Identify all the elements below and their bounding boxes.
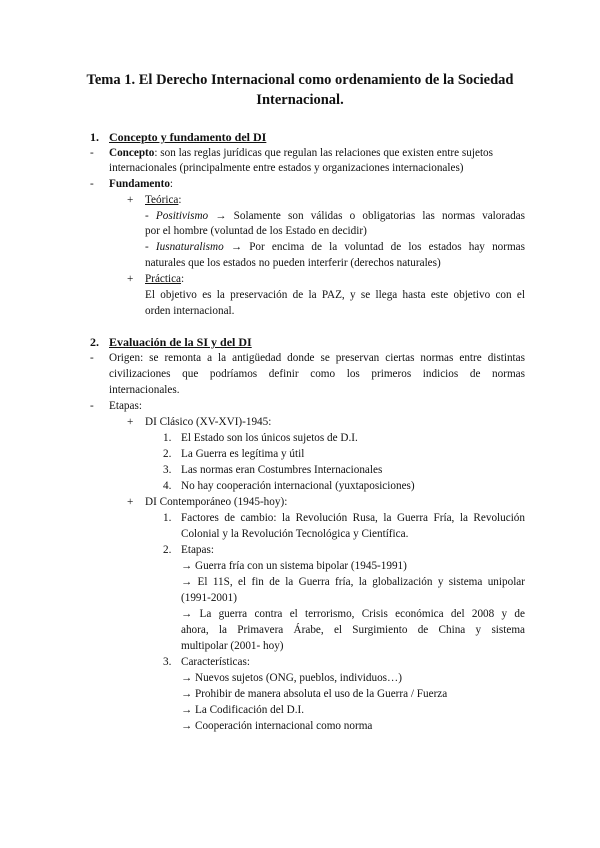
iusnaturalismo-text: → Por encima de la voluntad de los estados hay normas xyxy=(223,241,525,253)
origen-bullet: - xyxy=(90,352,94,364)
teorica-heading xyxy=(145,193,182,208)
factores-number: 1. xyxy=(163,512,172,524)
practica-colon: : xyxy=(181,273,185,285)
iusnaturalismo-line-1 xyxy=(145,240,525,255)
iusnaturalismo-term: Iusnaturalismo xyxy=(155,241,224,253)
positivismo-text: → Solamente son válidas o obligatorias las normas valoradas xyxy=(208,210,525,222)
etapas2-label: Etapas: xyxy=(181,544,214,556)
clasico-label: DI Clásico (XV-XVI)-1945: xyxy=(145,416,272,428)
origen-line-3: internacionales. xyxy=(109,384,180,396)
practica-label: Práctica xyxy=(145,273,182,285)
practica-heading xyxy=(145,272,184,287)
title-line-1: Tema 1. El Derecho Internacional como ordenamiento de la Sociedad xyxy=(86,72,514,88)
section-2-heading-text: Evaluación de la SI y del DI xyxy=(109,335,252,349)
practica-plus: + xyxy=(127,273,134,285)
section-1-number: 1. xyxy=(90,130,99,144)
concepto-text: : son las reglas jurídicas que regulan las relaciones que existen entre sujetos xyxy=(154,147,493,159)
clasico-item-3-number: 3. xyxy=(163,464,172,476)
practica-line-2: orden internacional. xyxy=(145,305,235,317)
clasico-item-4-text: No hay cooperación internacional (yuxtaposiciones) xyxy=(181,480,415,492)
etapas2-item-a: → Guerra fría con un sistema bipolar (1945-1991) xyxy=(181,560,407,572)
clasico-plus: + xyxy=(127,416,134,428)
positivismo-term: Positivismo xyxy=(155,210,209,222)
fundamento-heading xyxy=(109,177,173,192)
clasico-item-2-number: 2. xyxy=(163,448,172,460)
contemporaneo-label: DI Contemporáneo (1945-hoy): xyxy=(145,496,288,508)
clasico-item-4-number: 4. xyxy=(163,480,172,492)
origen-line-1: Origen: se remonta a la antigüedad donde se preservan ciertas normas entre distintas xyxy=(109,352,525,364)
caracteristicas-item-3: → La Codificación del D.I. xyxy=(181,704,305,716)
etapas-label: Etapas: xyxy=(109,400,142,412)
section-1-heading xyxy=(109,130,266,145)
origen-line-2: civilizaciones que podríamos definir como los primeros indicios de normas xyxy=(109,368,525,380)
title-line-2: Internacional. xyxy=(256,92,344,108)
etapas2-item-b-line-2: (1991-2001) xyxy=(181,592,237,604)
concepto-line-2: internacionales (principalmente entre estados y organizaciones internacionales) xyxy=(109,162,464,174)
positivismo-dash: - xyxy=(145,210,156,222)
etapas2-item-b-line-1: → El 11S, el fin de la Guerra fría, la globalización y sistema unipolar xyxy=(181,576,525,588)
teorica-plus: + xyxy=(127,194,134,206)
iusnaturalismo-line-2: naturales que los estados no pueden interferir (derechos naturales) xyxy=(145,257,441,269)
caracteristicas-item-1: → Nuevos sujetos (ONG, pueblos, individuos…) xyxy=(181,672,402,684)
practica-line-1: El objetivo es la preservación de la PAZ, y se llega hasta este objetivo con el xyxy=(145,289,525,301)
clasico-item-3-text: Las normas eran Costumbres Internacionales xyxy=(181,464,383,476)
document-title xyxy=(80,70,520,110)
etapas2-number: 2. xyxy=(163,544,172,556)
concepto-bullet: - xyxy=(90,147,94,159)
clasico-item-1-number: 1. xyxy=(163,432,172,444)
etapas2-item-c-line-2: ahora, la Primavera Árabe, el Surgimiento de China y sistema xyxy=(181,624,525,636)
concepto-label: Concepto xyxy=(109,147,155,159)
contemporaneo-plus: + xyxy=(127,496,134,508)
factores-line-1: Factores de cambio: la Revolución Rusa, la Guerra Fría, la Revolución xyxy=(181,512,525,524)
positivismo-line-2: por el hombre (voluntad de los Estado en decidir) xyxy=(145,225,367,237)
etapas2-item-c-line-1: → La guerra contra el terrorismo, Crisis económica del 2008 y de xyxy=(181,608,525,620)
fundamento-colon: : xyxy=(169,178,174,190)
section-2-number: 2. xyxy=(90,335,99,349)
caracteristicas-item-2: → Prohibir de manera absoluta el uso de la Guerra / Fuerza xyxy=(181,688,448,700)
positivismo-line-1 xyxy=(145,209,525,224)
etapas-bullet: - xyxy=(90,400,94,412)
section-2-heading xyxy=(109,335,252,350)
caracteristicas-label: Características: xyxy=(181,656,250,668)
fundamento-label: Fundamento xyxy=(109,178,170,190)
caracteristicas-number: 3. xyxy=(163,656,172,668)
factores-line-2: Colonial y la Revolución Tecnológica y Científica. xyxy=(181,528,409,540)
concepto-line-1 xyxy=(109,146,525,161)
etapas2-item-c-line-3: multipolar (2001- hoy) xyxy=(181,640,284,652)
fundamento-bullet: - xyxy=(90,178,94,190)
teorica-colon: : xyxy=(178,194,182,206)
caracteristicas-item-4: → Cooperación internacional como norma xyxy=(181,720,373,732)
section-1-heading-text: Concepto y fundamento del DI xyxy=(109,130,267,144)
teorica-label: Teórica xyxy=(145,194,179,206)
clasico-item-1-text: El Estado son los únicos sujetos de D.I. xyxy=(181,432,358,444)
clasico-item-2-text: La Guerra es legítima y útil xyxy=(181,448,305,460)
iusnaturalismo-dash: - xyxy=(145,241,156,253)
